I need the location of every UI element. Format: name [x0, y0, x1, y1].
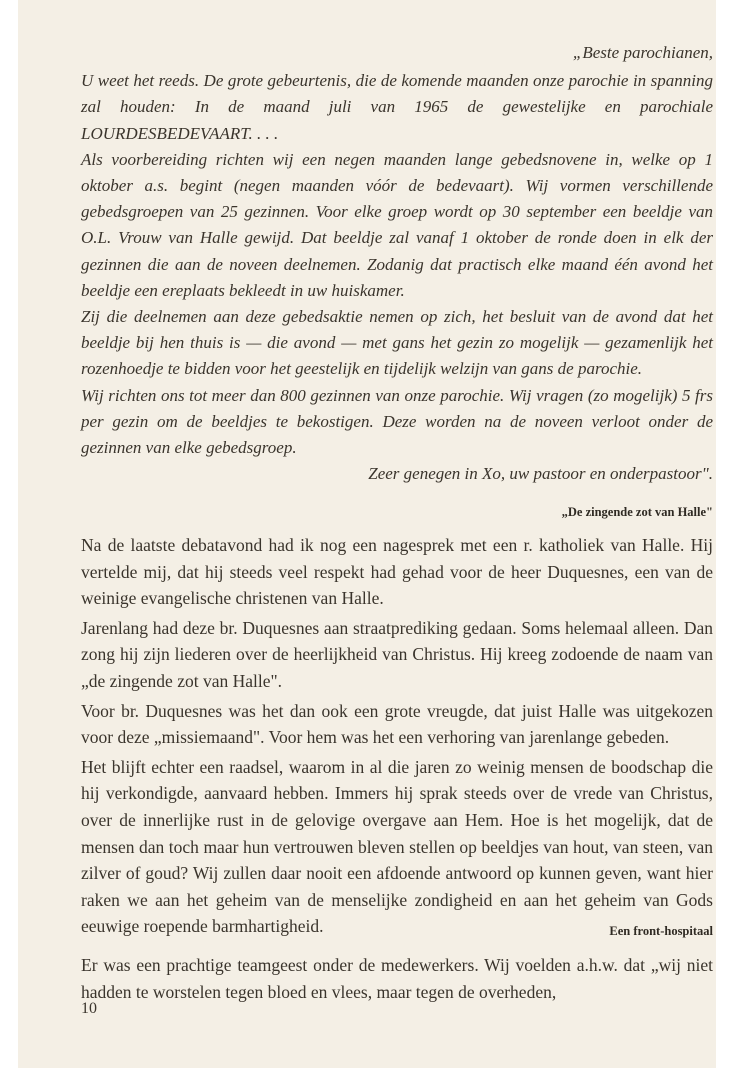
body-paragraph: Na de laatste debatavond had ik nog een nagesprek met een r. katholiek van Halle. Hij vertelde mij, dat hij steeds veel respekt had gehad voor de heer Duquesnes, een van de weinige evangelische christenen van Halle. — [81, 535, 713, 609]
letter-paragraph: Als voorbereiding richten wij een negen maanden lange gebedsnovene in, welke op 1 oktober a.s. begint (negen maanden vóór de bedevaart). Wij vormen verschillende gebedsgroepen van 25 gezinnen. Voor elke groep wordt op 30 september een beeldje van O.L. Vrouw van Halle gewijd. Dat beeldje zal vanaf 1 oktober de ronde doen in elk der gezinnen die aan de noveen deelnemen. Zodanig dat practisch elke maand één avond het beeldje een ereplaats bekleedt in uw huiskamer. — [81, 149, 713, 300]
section-heading-front-hospitaal: Een front-hospitaal — [609, 924, 713, 938]
body-paragraph: Jarenlang had deze br. Duquesnes aan straatprediking gedaan. Soms helemaal alleen. Dan zong hij zijn liederen over de heerlijkheid van Christus. Hij kreeg zodoende de naam van „de zingende zot van Halle". — [81, 617, 713, 691]
page-number: 10 — [81, 1000, 97, 1017]
section-zingende-zot — [81, 532, 713, 943]
section-heading-zingende-zot: „De zingende zot van Halle" — [561, 505, 713, 519]
letter-paragraph: Wij richten ons tot meer dan 800 gezinnen van onze parochie. Wij vragen (zo mogelijk) 5 frs per gezin om de beeldjes te bekostigen. Deze worden na de noveen verloot onder de gezinnen van elke gebedsgroep. — [81, 385, 713, 458]
body-paragraph: Voor br. Duquesnes was het dan ook een grote vreugde, dat juist Halle was uitgekozen voor deze „missiemaand". Voor hem was het een verhoring van jarenlange gebeden. — [81, 700, 713, 748]
letter-signature: Zeer genegen in Xo, uw pastoor en onderpastoor". — [368, 464, 713, 484]
section-front-hospitaal — [81, 952, 713, 1005]
letter-paragraph: Zij die deelnemen aan deze gebedsaktie nemen op zich, het besluit van de avond dat het beeldje bij hen thuis is — die avond — met gans het gezin zo mogelijk — gezamenlijk het rozenhoedje te bidden voor het geestelijk en tijdelijk welzijn van gans de parochie. — [81, 307, 713, 379]
pastoral-letter — [81, 40, 713, 487]
letter-paragraph: U weet het reeds. De grote gebeurtenis, die de komende maanden onze parochie in spanning zal houden: In de maand juli van 1965 de gewestelijke en parochiale LOURDESBEDEVAART. . . . — [81, 71, 713, 143]
book-page — [18, 0, 716, 1068]
letter-greeting: „Beste parochianen, — [572, 43, 713, 62]
body-paragraph: Het blijft echter een raadsel, waarom in al die jaren zo weinig mensen de boodschap die hij verkondigde, aanvaard hebben. Immers hij sprak steeds over de vrede van Christus, over de innerlijke rust in de gelovige overgave aan Hem. Hoe is het mogelijk, dat de mensen dan toch maar hun vertrouwen bleven stellen op beeldjes van hout, van steen, van zilver of goud? Wij zullen daar nooit een afdoende antwoord op kunnen geven, want hier raken we aan het geheim van de menselijke zondigheid en aan het geheim van Gods eeuwige roepende barmhartigheid. — [81, 756, 713, 937]
body-paragraph: Er was een prachtige teamgeest onder de medewerkers. Wij voelden a.h.w. dat „wij niet hadden te worstelen tegen bloed en vlees, maar tegen de overheden, — [81, 955, 713, 1002]
